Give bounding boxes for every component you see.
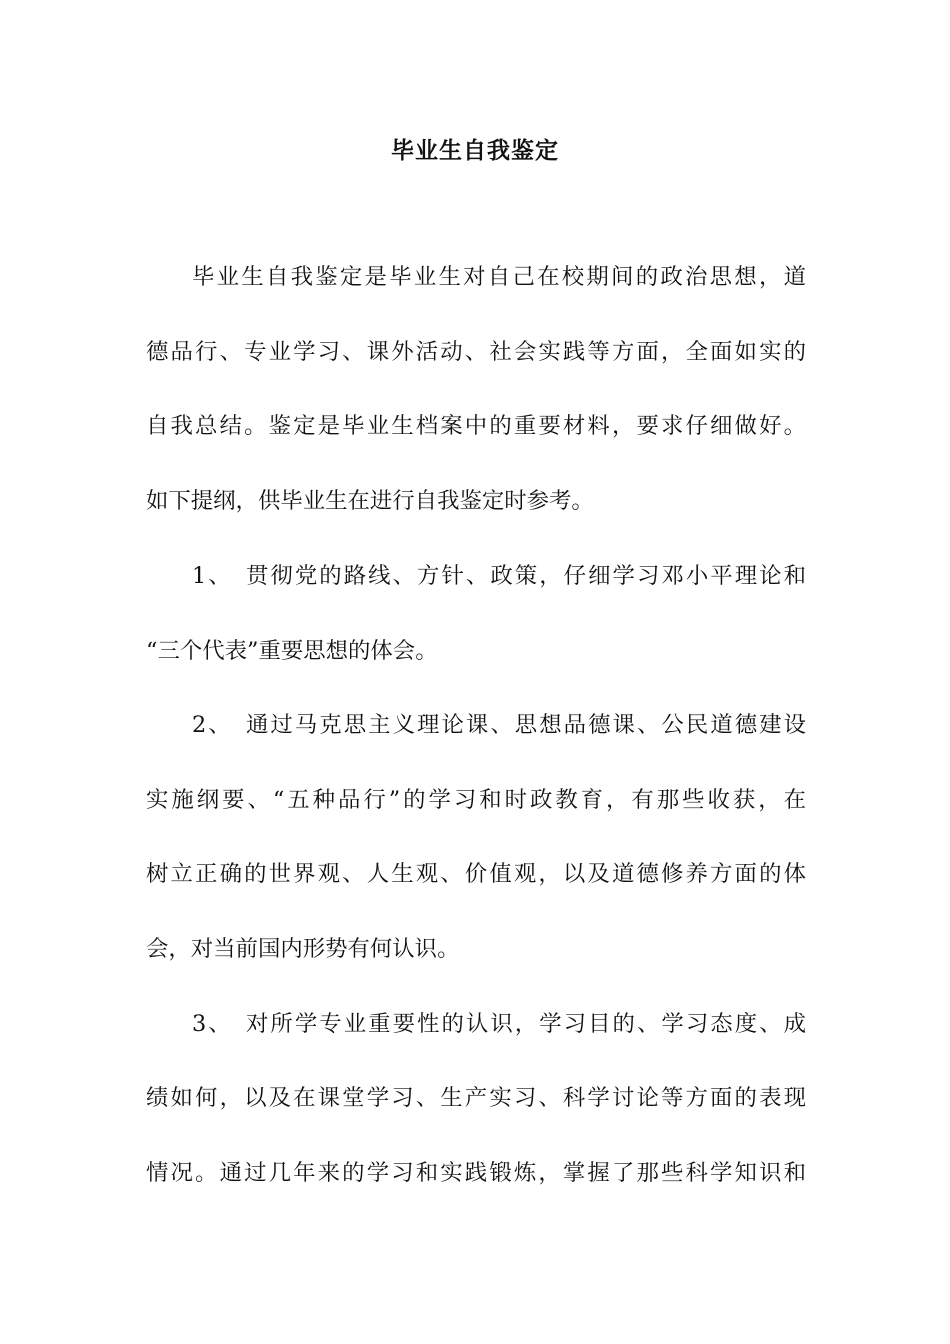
list-item-line: 树立正确的世界观、人生观、价值观，以及道德修养方面的体	[146, 861, 806, 887]
list-item-line: 1、 贯彻党的路线、方针、政策，仔细学习邓小平理论和	[192, 563, 806, 589]
document-title: 毕业生自我鉴定	[391, 138, 559, 164]
list-item-line: 实施纲要、“五种品行”的学习和时政教育，有那些收获，在	[146, 787, 806, 813]
list-item-line: 2、 通过马克思主义理论课、思想品德课、公民道德建设	[192, 712, 806, 738]
paragraph-line: 德品行、专业学习、课外活动、社会实践等方面，全面如实的	[146, 339, 806, 365]
paragraph-line: 毕业生自我鉴定是毕业生对自己在校期间的政治思想，道	[192, 264, 806, 290]
list-item-line: 绩如何，以及在课堂学习、生产实习、科学讨论等方面的表现	[146, 1085, 806, 1111]
list-item-line: 会，对当前国内形势有何认识。	[146, 936, 460, 962]
list-item-line: “三个代表”重要思想的体会。	[146, 638, 438, 664]
list-item-line: 情况。通过几年来的学习和实践锻炼，掌握了那些科学知识和	[146, 1160, 806, 1186]
paragraph-line: 如下提纲，供毕业生在进行自我鉴定时参考。	[146, 488, 594, 514]
paragraph-line: 自我总结。鉴定是毕业生档案中的重要材料，要求仔细做好。	[146, 413, 806, 439]
list-item-line: 3、 对所学专业重要性的认识，学习目的、学习态度、成	[192, 1011, 806, 1037]
